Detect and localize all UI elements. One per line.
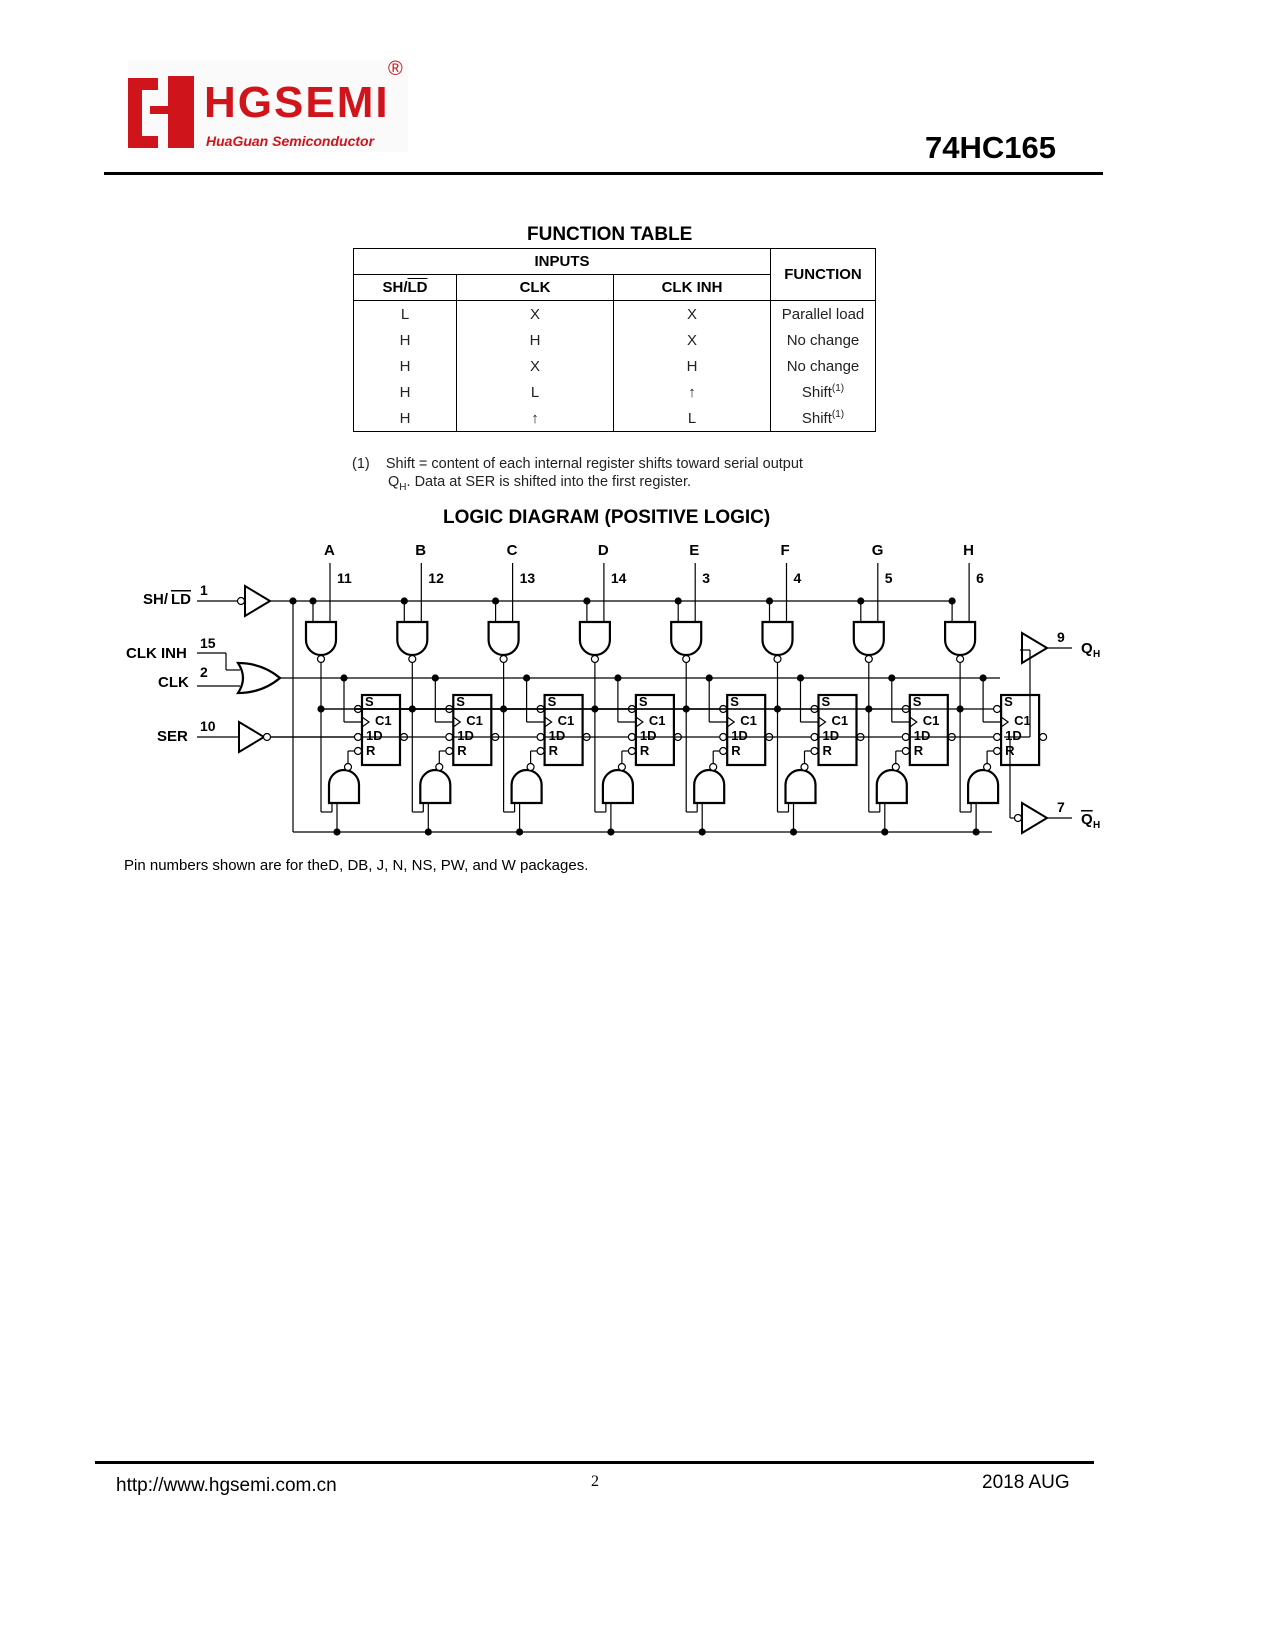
table-cell xyxy=(771,379,876,405)
data-input-label: H xyxy=(963,542,974,559)
footer-date: 2018 AUG xyxy=(982,1472,1070,1493)
cell-text: ↑ xyxy=(531,409,539,427)
clkinh-label: CLK INH xyxy=(126,645,187,662)
footnote-marker: (1) xyxy=(352,456,370,472)
inversion-bubble xyxy=(318,656,325,663)
nand-gate xyxy=(763,622,793,655)
shld-label: SH/ xyxy=(143,591,169,608)
flip-flop-label: R xyxy=(913,743,924,758)
junction-dot xyxy=(699,829,705,835)
flip-flop-label: C1 xyxy=(740,713,757,728)
cell-text: X xyxy=(686,331,697,349)
table-row xyxy=(354,353,876,379)
nand-gate xyxy=(968,770,998,803)
footnote-sub: H xyxy=(399,481,407,493)
pin-number: 11 xyxy=(337,570,352,586)
table-cell xyxy=(457,327,614,353)
data-input-label: E xyxy=(689,542,700,559)
table-cell xyxy=(457,379,614,405)
table-cell xyxy=(771,405,876,432)
junction-dot xyxy=(290,598,296,604)
flip-flop-label: 1D xyxy=(1005,728,1022,743)
cell-text: H xyxy=(399,409,411,427)
cell-text: H xyxy=(529,331,541,349)
cell-text: No change xyxy=(786,358,860,375)
table-cell xyxy=(614,353,771,379)
inversion-bubble xyxy=(618,764,625,771)
nand-gate xyxy=(786,770,816,803)
pin-number: 4 xyxy=(793,570,802,586)
nand-gate xyxy=(512,770,542,803)
inversion-bubble xyxy=(902,748,909,755)
inversion-bubble xyxy=(710,764,717,771)
function-header: FUNCTION xyxy=(771,249,876,301)
table-cell xyxy=(614,379,771,405)
flip-flop-label: 1D xyxy=(822,728,840,743)
flip-flop-label: S xyxy=(547,694,557,709)
inversion-bubble xyxy=(591,656,598,663)
table-cell xyxy=(457,405,614,432)
pin-number: 10 xyxy=(200,718,216,734)
junction-dot xyxy=(858,598,864,604)
clkinh-header: CLK INH xyxy=(614,275,771,301)
qh-bar-sub: H xyxy=(1093,820,1101,831)
flip-flop-label: S xyxy=(821,694,831,709)
qh-bar-label: Q xyxy=(1081,811,1093,828)
inversion-bubble xyxy=(537,748,544,755)
inversion-bubble xyxy=(957,656,964,663)
table-cell xyxy=(771,301,876,328)
cell-text: Parallel load xyxy=(781,306,865,323)
flip-flop-label: C1 xyxy=(648,713,666,728)
junction-dot xyxy=(401,598,407,604)
ld-label: $\overline{LD}$ xyxy=(407,279,428,296)
table-cell xyxy=(354,379,457,405)
logo-text: HGSEMI xyxy=(204,78,390,127)
table-cell xyxy=(354,327,457,353)
table-cell xyxy=(614,327,771,353)
inversion-bubble xyxy=(720,748,727,755)
flip-flop-label: C1 xyxy=(466,713,483,728)
cell-text: Shift xyxy=(801,384,832,401)
flip-flop-label: 1D xyxy=(366,728,383,743)
cell-text: Shift xyxy=(801,410,832,427)
footnote-ref: (1) xyxy=(831,409,845,420)
junction-dot xyxy=(493,598,499,604)
flip-flop-label: R xyxy=(366,743,376,758)
cell-text: L xyxy=(400,305,410,323)
inversion-bubble xyxy=(500,656,507,663)
logic-diagram xyxy=(0,530,1275,850)
nand-gate xyxy=(420,770,450,803)
function-table xyxy=(353,248,876,432)
flip-flop-label: 1D xyxy=(548,728,566,743)
inverter xyxy=(239,722,264,752)
cell-text: H xyxy=(399,383,411,401)
nand-gate xyxy=(489,622,519,655)
flip-flop-label: R xyxy=(1005,743,1015,758)
data-input-label: F xyxy=(780,542,790,559)
data-input-label: B xyxy=(415,542,427,559)
junction-dot xyxy=(675,598,681,604)
pin-number: 7 xyxy=(1057,799,1065,815)
table-cell xyxy=(354,405,457,432)
part-number: 74HC165 xyxy=(925,130,1056,165)
flip-flop-label: S xyxy=(912,694,922,709)
shld-header xyxy=(354,275,457,301)
output-inverter xyxy=(1022,803,1047,833)
cell-text: X xyxy=(529,357,540,375)
table-row xyxy=(354,301,876,328)
nand-gate xyxy=(306,622,336,655)
inversion-bubble xyxy=(409,656,416,663)
inputs-header: INPUTS xyxy=(354,249,771,275)
footer-url[interactable]: http://www.hgsemi.com.cn xyxy=(116,1475,337,1496)
flip-flop-label: S xyxy=(1004,694,1013,709)
inversion-bubble xyxy=(801,764,808,771)
header-rule xyxy=(104,172,1103,175)
footnote-q: Q xyxy=(388,474,400,490)
table-row xyxy=(354,327,876,353)
inversion-bubble xyxy=(1040,734,1047,741)
flip-flop-label: S xyxy=(365,694,374,709)
cell-text: ↑ xyxy=(688,383,696,401)
footnote-line2: . Data at SER is shifted into the first register. xyxy=(406,474,692,490)
cell-text: No change xyxy=(786,332,860,349)
flip-flop-label: 1D xyxy=(731,728,748,743)
qh-sub: H xyxy=(1093,649,1101,660)
footnote-ref: (1) xyxy=(831,383,845,394)
table-row xyxy=(354,405,876,432)
inversion-bubble xyxy=(994,706,1001,713)
inversion-bubble xyxy=(994,748,1001,755)
nand-gate xyxy=(671,622,701,655)
flip-flop-label: S xyxy=(638,694,648,709)
flip-flop-label: R xyxy=(639,743,650,758)
nand-gate xyxy=(854,622,884,655)
junction-dot xyxy=(973,829,979,835)
footer-rule xyxy=(95,1461,1094,1464)
table-cell xyxy=(614,405,771,432)
junction-dot xyxy=(517,829,523,835)
inversion-bubble xyxy=(865,656,872,663)
nand-gate xyxy=(877,770,907,803)
cell-text: L xyxy=(687,409,697,427)
buffer xyxy=(245,586,270,616)
footnote-line1: Shift = content of each internal register shifts toward serial output xyxy=(385,456,803,472)
pin-number: 13 xyxy=(519,570,536,586)
table-cell xyxy=(354,301,457,328)
junction-dot xyxy=(425,829,431,835)
flip-flop-label: 1D xyxy=(457,728,474,743)
nand-gate xyxy=(603,770,633,803)
or-gate xyxy=(238,663,280,693)
cell-text: X xyxy=(686,305,697,323)
junction-dot xyxy=(767,598,773,604)
flip-flop-label: S xyxy=(456,694,465,709)
inversion-bubble xyxy=(1015,815,1022,822)
pin-note: Pin numbers shown are for theD, DB, J, N, NS, PW, and W packages. xyxy=(124,857,589,874)
table-cell xyxy=(457,301,614,328)
cell-text: H xyxy=(399,331,411,349)
flip-flop-label: 1D xyxy=(639,728,657,743)
flip-flop-label: C1 xyxy=(922,713,940,728)
flip-flop-label: R xyxy=(548,743,558,758)
junction-dot xyxy=(584,598,590,604)
output-buffer xyxy=(1022,633,1047,663)
table-row xyxy=(354,379,876,405)
flip-flop-label: 1D xyxy=(913,728,931,743)
nand-gate xyxy=(397,622,427,655)
table-cell xyxy=(354,353,457,379)
cell-text: X xyxy=(529,305,540,323)
flip-flop-label: C1 xyxy=(831,713,849,728)
inversion-bubble xyxy=(345,764,352,771)
data-input-label: D xyxy=(597,542,609,559)
inversion-bubble xyxy=(436,764,443,771)
data-input-label: A xyxy=(324,542,335,559)
flip-flop-label: R xyxy=(822,743,832,758)
table-cell xyxy=(614,301,771,328)
pin-number: 12 xyxy=(428,570,444,586)
pin-number: 15 xyxy=(200,635,216,651)
pin-number: 14 xyxy=(610,570,627,586)
flip-flop-label: R xyxy=(457,743,467,758)
inversion-bubble xyxy=(811,748,818,755)
inversion-bubble xyxy=(984,764,991,771)
page-number: 2 xyxy=(591,1473,599,1490)
flip-flop-label: C1 xyxy=(375,713,392,728)
logic-diagram-title: LOGIC DIAGRAM (POSITIVE LOGIC) xyxy=(443,507,771,528)
ser-label: SER xyxy=(157,728,188,745)
flip-flop-label: C1 xyxy=(1014,713,1031,728)
inversion-bubble xyxy=(683,656,690,663)
inversion-bubble xyxy=(527,764,534,771)
pin-number: 5 xyxy=(884,570,893,586)
flip-flop-label: C1 xyxy=(557,713,575,728)
clk-label: CLK xyxy=(158,674,189,691)
table-cell xyxy=(771,353,876,379)
nand-gate xyxy=(329,770,359,803)
pin-number: 9 xyxy=(1057,629,1065,645)
inversion-bubble xyxy=(446,748,453,755)
junction-dot xyxy=(791,829,797,835)
table-footnote xyxy=(352,455,803,497)
function-table-title: FUNCTION TABLE xyxy=(527,224,693,245)
pin-number: 3 xyxy=(702,570,710,586)
pin-number: 2 xyxy=(200,664,208,680)
shld-label: SH/ xyxy=(382,279,408,296)
inversion-bubble xyxy=(892,764,899,771)
data-input-label: C xyxy=(506,542,518,559)
logo-subtitle: HuaGuan Semiconductor xyxy=(206,133,375,149)
ld-label: LD xyxy=(171,591,191,608)
inversion-bubble xyxy=(238,598,245,605)
table-cell xyxy=(771,327,876,353)
nand-gate xyxy=(694,770,724,803)
nand-gate xyxy=(580,622,610,655)
junction-dot xyxy=(882,829,888,835)
inversion-bubble xyxy=(628,748,635,755)
data-input-label: G xyxy=(871,542,884,559)
inversion-bubble xyxy=(994,734,1001,741)
inversion-bubble xyxy=(774,656,781,663)
junction-dot xyxy=(608,829,614,835)
cell-text: H xyxy=(686,357,698,375)
cell-text: H xyxy=(399,357,411,375)
table-cell xyxy=(457,353,614,379)
qh-label: Q xyxy=(1081,640,1093,657)
junction-dot xyxy=(949,598,955,604)
registered-mark: ® xyxy=(388,58,403,80)
inversion-bubble xyxy=(264,734,271,741)
cell-text: L xyxy=(530,383,540,401)
flip-flop-label: S xyxy=(730,694,739,709)
pin-number: 1 xyxy=(200,582,208,598)
flip-flop-label: R xyxy=(731,743,741,758)
clk-header: CLK xyxy=(457,275,614,301)
inversion-bubble xyxy=(355,748,362,755)
junction-dot xyxy=(310,598,316,604)
nand-gate xyxy=(945,622,975,655)
pin-number: 6 xyxy=(976,570,984,586)
junction-dot xyxy=(334,829,340,835)
